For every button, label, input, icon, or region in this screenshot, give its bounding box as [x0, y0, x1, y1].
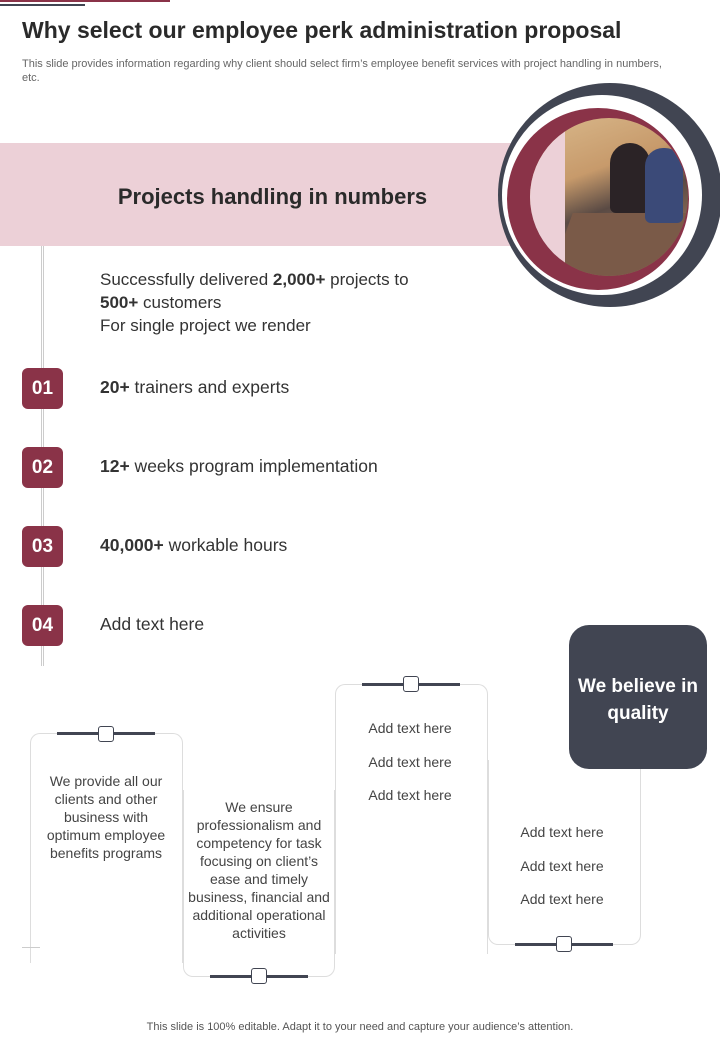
number-badge: 01: [22, 368, 63, 409]
intro-post: customers: [138, 293, 222, 312]
item-text: Add text here: [100, 614, 205, 634]
card-3-line: Add text here: [368, 787, 452, 803]
item-text: trainers and experts: [129, 377, 290, 397]
connector-knob: [403, 676, 419, 692]
card-2-text: We ensure professionalism and competency for task focusing on client’s ease and timely business, financial and additional operational activities: [188, 799, 330, 941]
card-4-line: Add text here: [520, 891, 604, 907]
page-subtitle: This slide provides information regarding why client should select firm’s employee benefit services with project handling in numbers, etc.: [22, 58, 662, 84]
item-bold: 40,000+: [100, 535, 164, 555]
quality-box: We believe in quality: [569, 625, 707, 769]
item-bold: 20+: [100, 377, 130, 397]
item-text: workable hours: [163, 535, 288, 555]
card-4: [488, 760, 641, 945]
item-bold: 12+: [100, 456, 130, 476]
footer-note: This slide is 100% editable. Adapt it to your need and capture your audience’s attention.: [146, 1021, 574, 1033]
section-title: Projects handling in numbers: [117, 184, 428, 209]
item-text: weeks program implementation: [129, 456, 378, 476]
intro-pre: Successfully delivered: [100, 270, 273, 289]
card-4-line: Add text here: [520, 858, 604, 874]
intro-projects: 2,000+: [272, 270, 326, 289]
number-badge: 04: [22, 605, 63, 646]
decor-line: [0, 0, 170, 2]
decor-line: [22, 947, 40, 948]
intro-mid: projects to: [325, 270, 409, 289]
intro-line3: For single project we render: [100, 316, 311, 335]
card-3-line: Add text here: [368, 720, 452, 736]
intro-text: [100, 268, 409, 337]
card-3-line: Add text here: [368, 754, 452, 770]
decor-line: [0, 4, 85, 6]
intro-customers: 500+: [100, 293, 139, 312]
card-4-line: Add text here: [520, 824, 604, 840]
connector-knob: [98, 726, 114, 742]
card-1-text: We provide all our clients and other business with optimum employee benefits programs: [46, 773, 166, 861]
connector-knob: [251, 968, 267, 984]
number-badge: 03: [22, 526, 63, 567]
page-title: Why select our employee perk administration proposal: [22, 17, 622, 43]
meeting-photo: [530, 118, 688, 276]
connector-knob: [556, 936, 572, 952]
number-badge: 02: [22, 447, 63, 488]
